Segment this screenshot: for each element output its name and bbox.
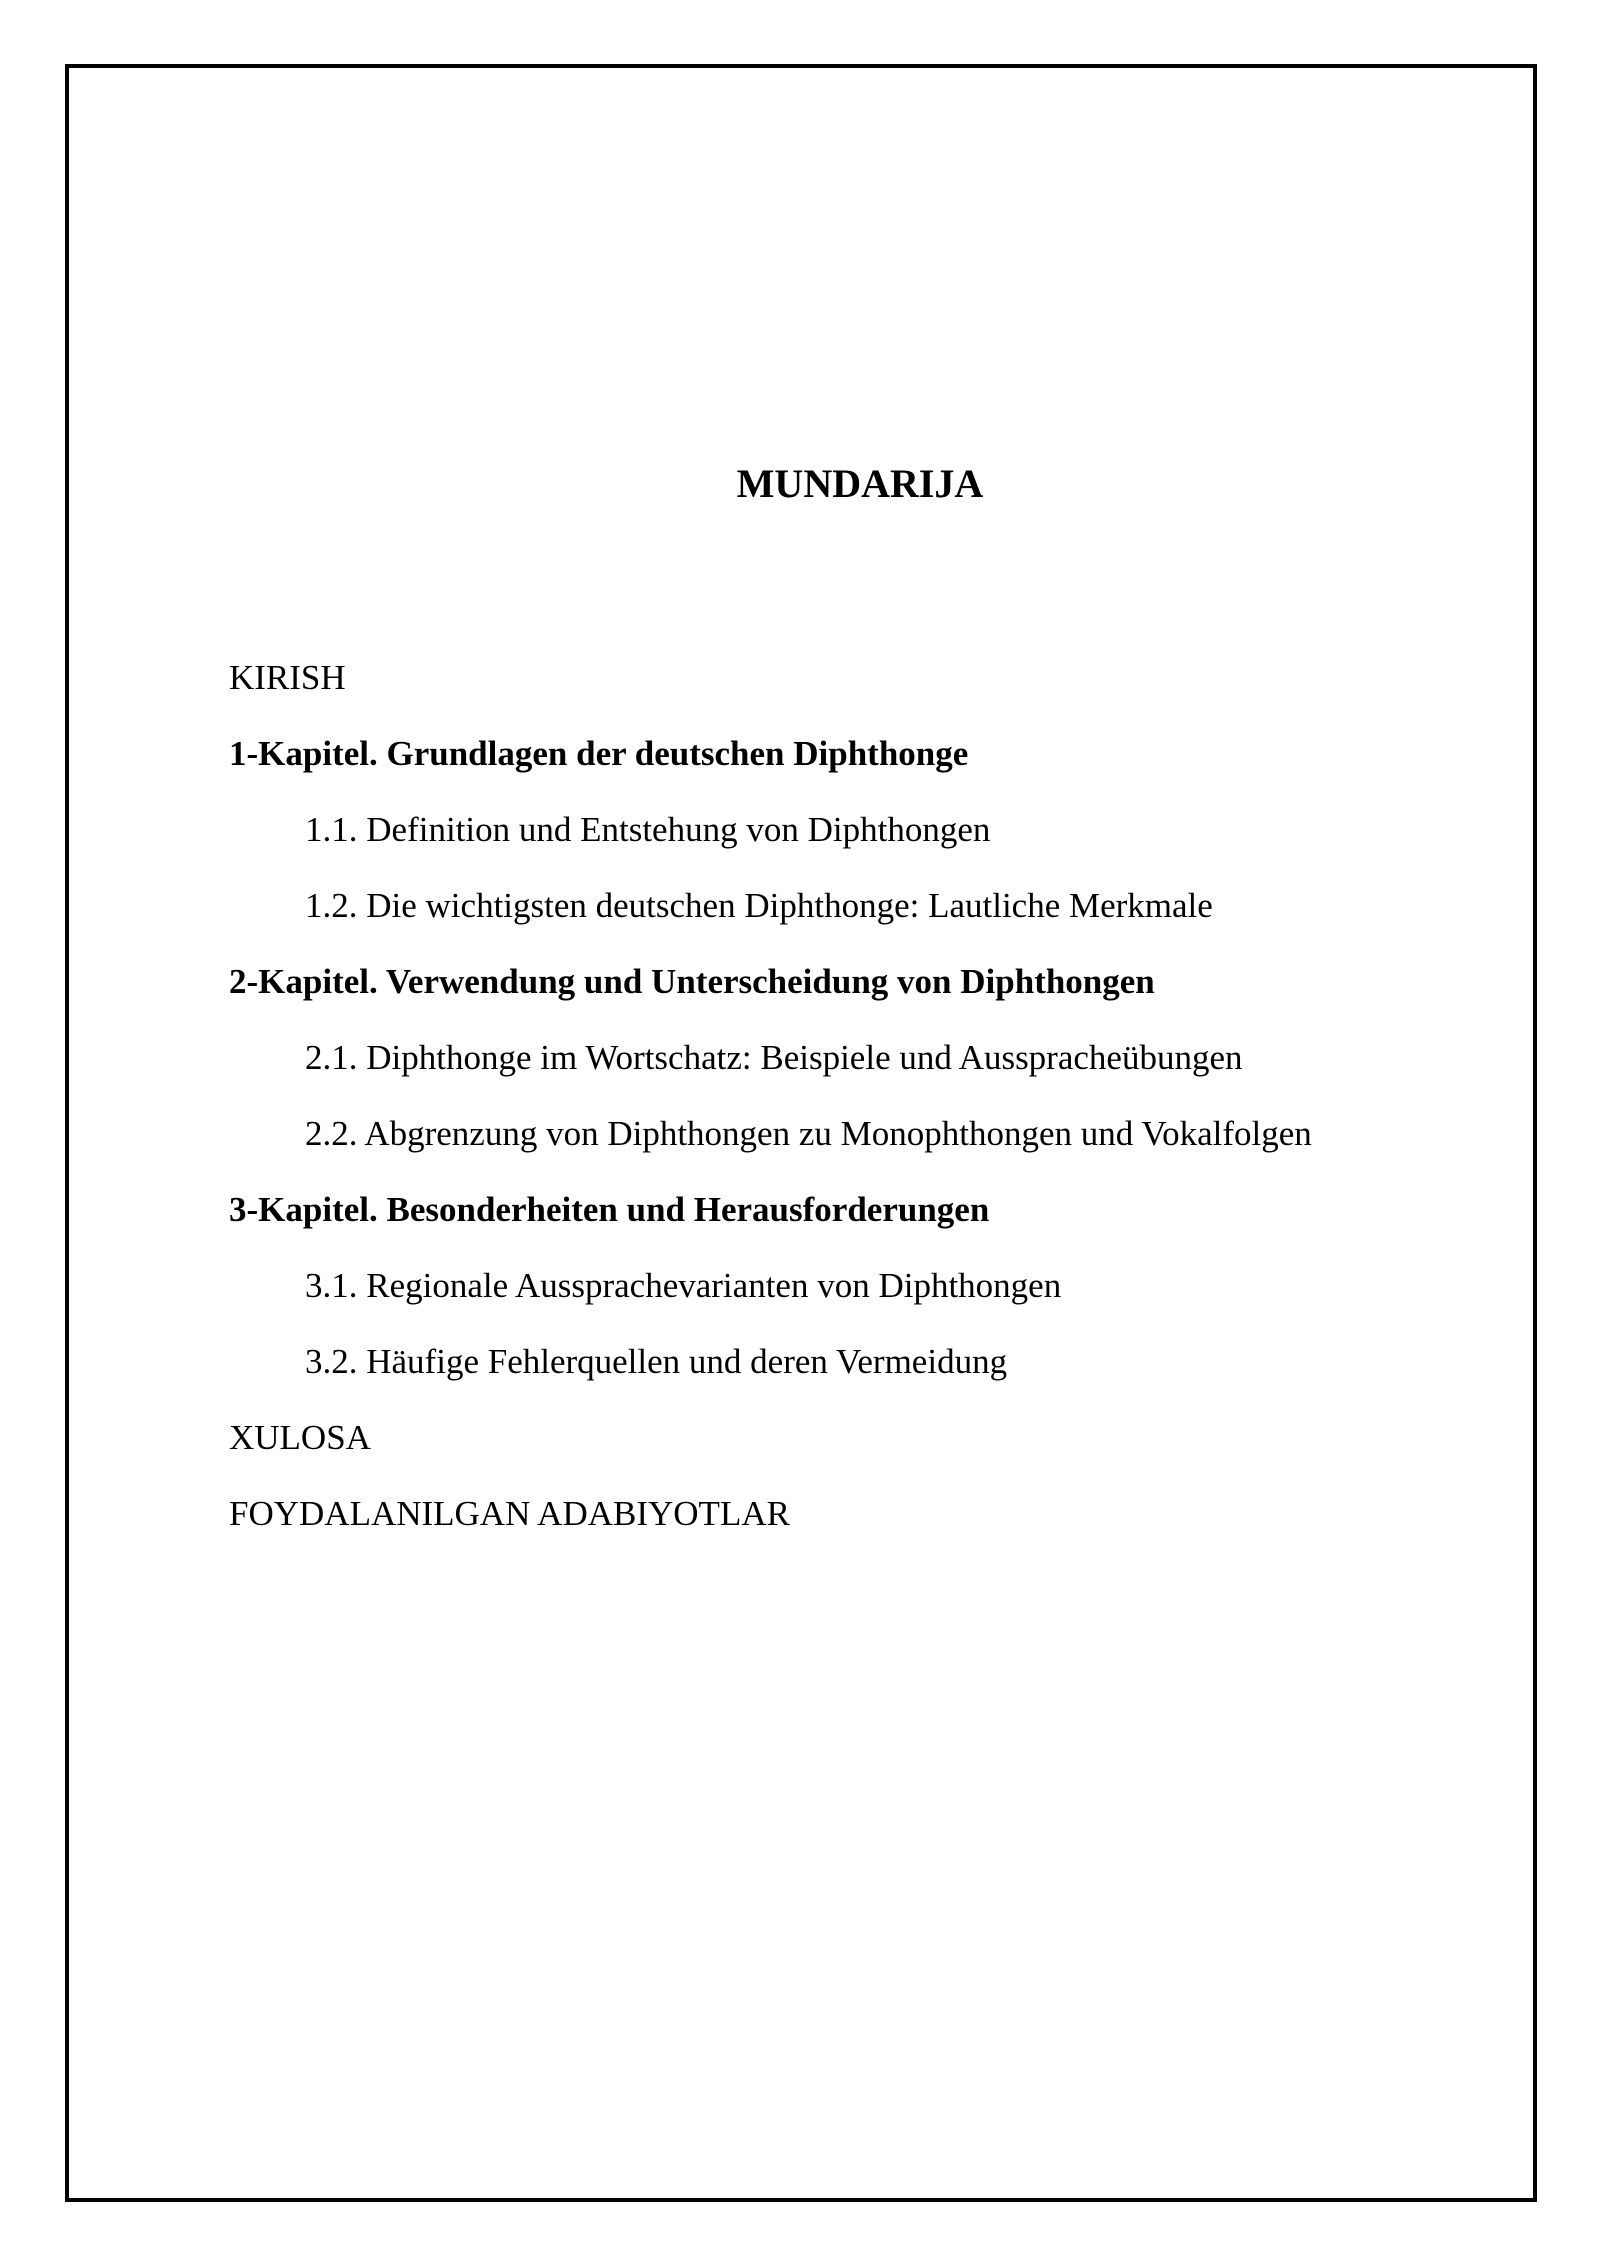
toc-section-1-1: 1.1. Definition und Entstehung von Diphthongen [305,810,991,849]
toc-entry-references: FOYDALANILGAN ADABIYOTLAR [229,1494,790,1533]
page-title: MUNDARIJA [736,461,984,506]
table-of-contents [229,640,1479,1552]
toc-section-3-2: 3.2. Häufige Fehlerquellen und deren Vermeidung [305,1342,1008,1381]
toc-section-3-1: 3.1. Regionale Aussprachevarianten von Diphthongen [305,1266,1062,1305]
toc-section-2-1: 2.1. Diphthonge im Wortschatz: Beispiele und Ausspracheübungen [305,1038,1243,1077]
toc-section-2-2: 2.2. Abgrenzung von Diphthongen zu Monophthongen und Vokalfolgen [305,1114,1312,1153]
toc-chapter-1: 1-Kapitel. Grundlagen der deutschen Diphthonge [229,734,969,773]
toc-section-1-2: 1.2. Die wichtigsten deutschen Diphthonge: Lautliche Merkmale [305,886,1213,925]
toc-chapter-2: 2-Kapitel. Verwendung und Unterscheidung von Diphthongen [229,962,1155,1001]
toc-entry-kirish: KIRISH [229,658,346,697]
toc-chapter-3: 3-Kapitel. Besonderheiten und Herausforderungen [229,1190,990,1229]
toc-entry-xulosa: XULOSA [229,1418,371,1457]
